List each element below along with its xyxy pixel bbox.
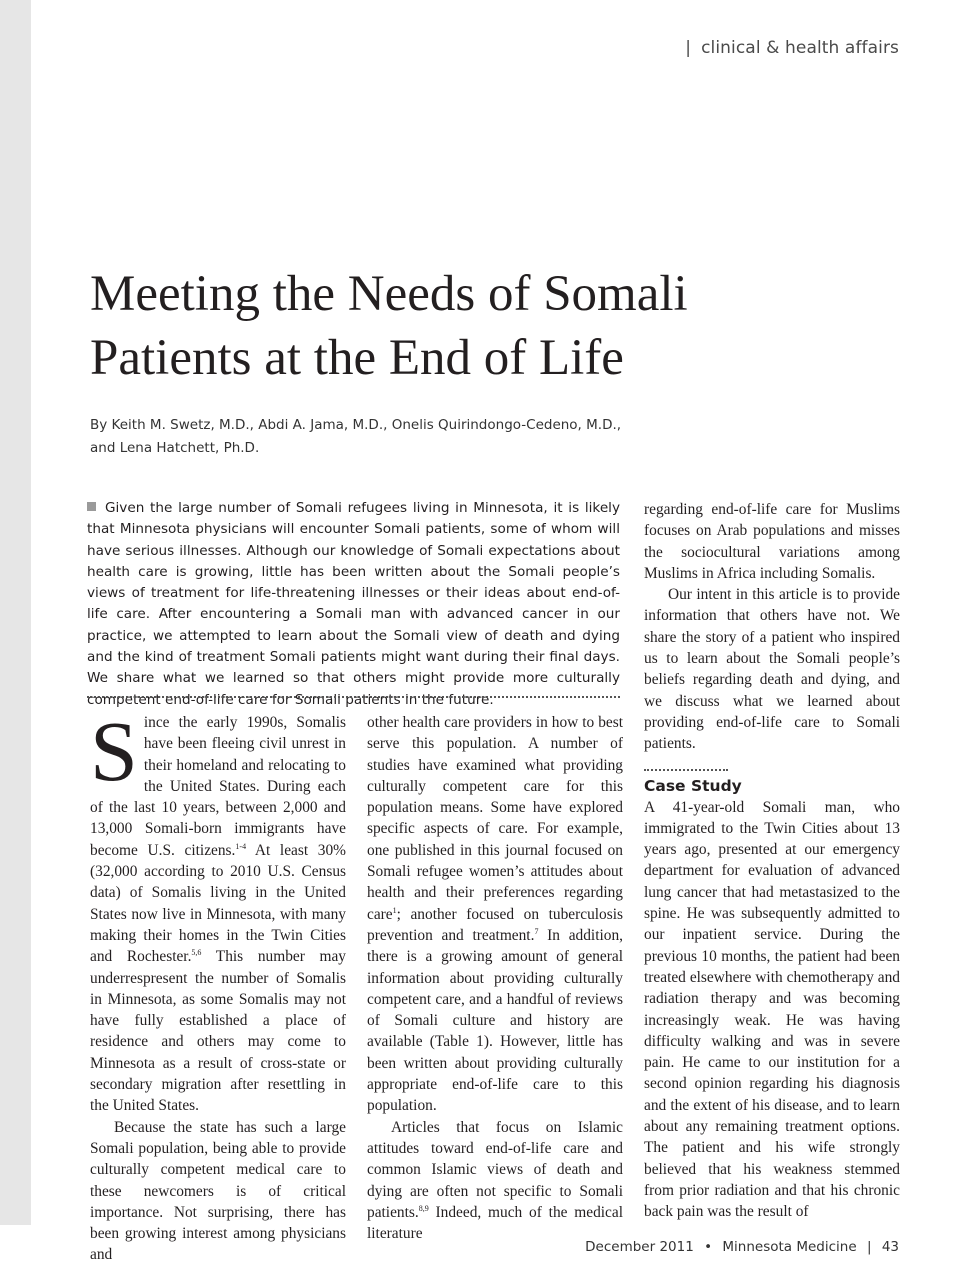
paragraph: Our intent in this article is to provide information that others have not. We share the story of a patient who inspired us to learn about the Somali people’s beliefs regarding death and dying, and we discuss what we learned about providing end-of-life care to Somali patients. <box>644 586 900 753</box>
page-number: 43 <box>881 1239 899 1255</box>
text-run: This number may underrespresent the number of Somalis in Minnesota, as some Somalis may not have fully established a place of residence and others may come to Minnesota as a result of cross-state or secondary migration after resettling in the United States. <box>90 948 346 1115</box>
paragraph <box>90 703 347 1117</box>
page-edge-bar <box>0 0 31 1225</box>
text-run: Articles that focus on Islamic attitudes toward end-of-life care and common Islamic views of death and dying are often not specific to Somali patients. <box>367 1118 623 1221</box>
paragraph <box>367 1117 623 1245</box>
footer-bullet: • <box>704 1239 713 1255</box>
text-run: ince the early 1990s, Somalis have been fleeing civil unrest in their homeland and relocating to the United States. During each of the last 10 years, between 2,000 and 13,000 Somali-born immigrants have become U.S. citizens. <box>90 714 346 859</box>
article-title <box>90 262 850 390</box>
section-label <box>685 38 899 58</box>
section-divider-dots <box>644 769 728 771</box>
body-column-2 <box>367 712 623 1244</box>
drop-cap: S <box>90 703 138 799</box>
text-run: Indeed, much of the medical literature <box>367 1203 623 1243</box>
body-column-1 <box>90 703 347 1266</box>
body-column-3 <box>644 499 900 1223</box>
paragraph: A 41-year-old Somali man, who immigrated to the Twin Cities about 13 years ago, presented at our emergency department for evaluation of advanced lung cancer that had metastasized to the spine. He was subsequently admitted to our inpatient service. During the previous 10 months, the patient had been treated elsewhere with chemotherapy and radiation therapy and was becoming increasingly weak. He was having difficulty walking and was in severe pain. He came to our institution for a second opinion regarding his diagnosis and the extent of his disease, and to learn about any remaining treatment options. The patient and his wife strongly believed that his weakness stemmed from prior radiation and that his chronic back pain was the result of <box>644 798 900 1221</box>
abstract <box>87 498 620 711</box>
authors-line-1: By Keith M. Swetz, M.D., Abdi A. Jama, M.D., Onelis Quirindongo-Cedeno, M.D., <box>90 417 622 433</box>
title-line-1: Meeting the Needs of Somali <box>90 266 688 322</box>
journal-name: Minnesota Medicine <box>722 1239 857 1255</box>
paragraph: Because the state has such a large Somali population, being able to provide culturally competent medical care to these newcomers is of critical importance. Not surprising, there has been growing interest among physicians and <box>90 1118 346 1264</box>
page-footer <box>585 1239 899 1255</box>
text-run: ; another focused on tuberculosis prevention and treatment. <box>367 905 623 944</box>
citation-ref: 8,9 <box>418 1203 429 1213</box>
section-name: clinical & health affairs <box>701 38 899 58</box>
paragraph: regarding end-of-life care for Muslims focuses on Arab populations and misses the sociocultural variations among Muslims in Africa including Somalis. <box>644 501 900 582</box>
footer-divider: | <box>866 1239 872 1255</box>
citation-ref: 7 <box>534 926 539 936</box>
text-run: other health care providers in how to best serve this population. A number of studies have examined what providing culturally competent care for this population means. Some have explored specific aspects of care. For example, one published in this journal focused on Somali refugee women’s attitudes about health and their preferences regarding care <box>367 714 623 923</box>
citation-ref: 1 <box>392 905 397 915</box>
title-line-2: Patients at the End of Life <box>90 330 624 386</box>
citation-ref: 5,6 <box>191 948 202 958</box>
author-byline <box>90 414 650 460</box>
abstract-divider <box>87 696 620 698</box>
abstract-square-icon <box>87 502 96 511</box>
case-study-heading: Case Study <box>644 776 742 795</box>
paragraph <box>367 712 623 1117</box>
citation-ref: 1-4 <box>235 841 247 851</box>
issue-date: December 2011 <box>585 1239 694 1255</box>
abstract-text: Given the large number of Somali refugees living in Minnesota, it is likely that Minnesota physicians will encounter Somali patients, some of whom will have serious illnesses. Although our knowledge of Somali expectations about health care is growing, little has been written about the Somali people’s views of treatment for life-threatening illnesses or their ideas about end-of-life care. After encountering a Somali man with advanced cancer in our practice, we attempted to learn about the Somali view of death and dying and the kind of treatment Somali patients might want during their final days. We share what we learned so that others might provide more culturally competent end-of-life care for Somali patients in the future. <box>87 500 620 708</box>
text-run: At least 30% (32,000 according to 2010 U.S. Census data) of Somalis living in the United States now live in Minnesota, with many making their homes in the Twin Cities and Rochester. <box>90 841 347 966</box>
section-divider: | <box>685 38 692 58</box>
text-run: In addition, there is a growing amount of general information about providing culturally competent care, and a handful of reviews of Somali culture and history are available (Table 1). However, little has been written about providing culturally appropriate end-of-life care to this population. <box>367 926 623 1115</box>
authors-line-2: and Lena Hatchett, Ph.D. <box>90 440 260 456</box>
